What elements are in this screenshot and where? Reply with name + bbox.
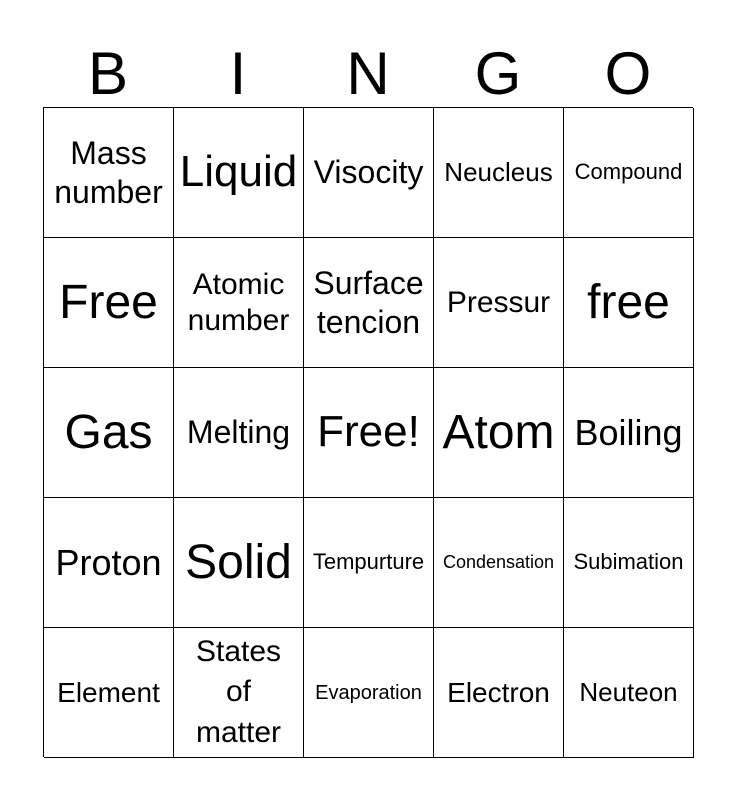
bingo-cell-r3c5[interactable] [564,368,694,498]
bingo-cell-r5c2[interactable] [174,628,304,758]
cell-label: Atomic number [187,267,290,337]
bingo-cell-r2c3[interactable] [304,238,434,368]
bingo-cell-r3c4[interactable] [434,368,564,498]
bingo-cell-r5c4[interactable] [434,628,564,758]
cell-label: Subimation [573,549,684,575]
bingo-cell-r3c2[interactable] [174,368,304,498]
bingo-cell-r1c2[interactable] [174,108,304,238]
bingo-cell-r5c1[interactable] [44,628,174,758]
bingo-cell-r2c4[interactable] [434,238,564,368]
header-letter-o: O [604,40,652,107]
cell-label: Free! [317,407,420,457]
cell-label: Compound [574,159,683,185]
cell-label: Melting [186,414,291,451]
cell-label: Condensation [442,551,555,572]
header-letter-n: N [346,40,390,107]
cell-label: Tempurture [312,549,425,575]
bingo-cell-r1c4[interactable] [434,108,564,238]
cell-label: Free [59,275,158,329]
bingo-board [43,107,693,757]
cell-label: Mass number [54,135,163,210]
cell-label: Liquid [179,147,298,197]
cell-label: Surface tencion [313,265,424,340]
bingo-cell-r3c3[interactable] [304,368,434,498]
cell-label: Electron [447,676,550,708]
cell-label: Neuteon [579,676,678,707]
cell-label: States of matter [195,634,282,749]
bingo-cell-r5c3[interactable] [304,628,434,758]
cell-label: Evaporation [315,681,422,704]
header-letter-b: B [87,40,129,107]
bingo-cell-r2c2[interactable] [174,238,304,368]
cell-label: Neucleus [444,156,553,187]
bingo-cell-r4c3[interactable] [304,498,434,628]
cell-label: Visocity [313,154,424,191]
bingo-cell-r4c4[interactable] [434,498,564,628]
bingo-cell-r1c1[interactable] [44,108,174,238]
bingo-cell-r2c1[interactable] [44,238,174,368]
bingo-cell-r1c3[interactable] [304,108,434,238]
cell-label: Element [57,676,160,708]
bingo-cell-r1c5[interactable] [564,108,694,238]
bingo-cell-r5c5[interactable] [564,628,694,758]
bingo-cell-r4c5[interactable] [564,498,694,628]
cell-label: Boiling [574,411,683,453]
cell-label: Solid [185,535,292,589]
cell-label: Atom [442,405,555,459]
cell-label: Pressur [446,285,551,319]
bingo-cell-r4c2[interactable] [174,498,304,628]
cell-label: Gas [64,405,153,459]
bingo-cell-r3c1[interactable] [44,368,174,498]
bingo-header [43,40,693,108]
bingo-cell-r2c5[interactable] [564,238,694,368]
cell-label: free [587,275,670,329]
header-letter-i: I [229,40,247,107]
header-letter-g: G [474,40,522,107]
bingo-cell-r4c1[interactable] [44,498,174,628]
cell-label: Proton [55,541,162,583]
